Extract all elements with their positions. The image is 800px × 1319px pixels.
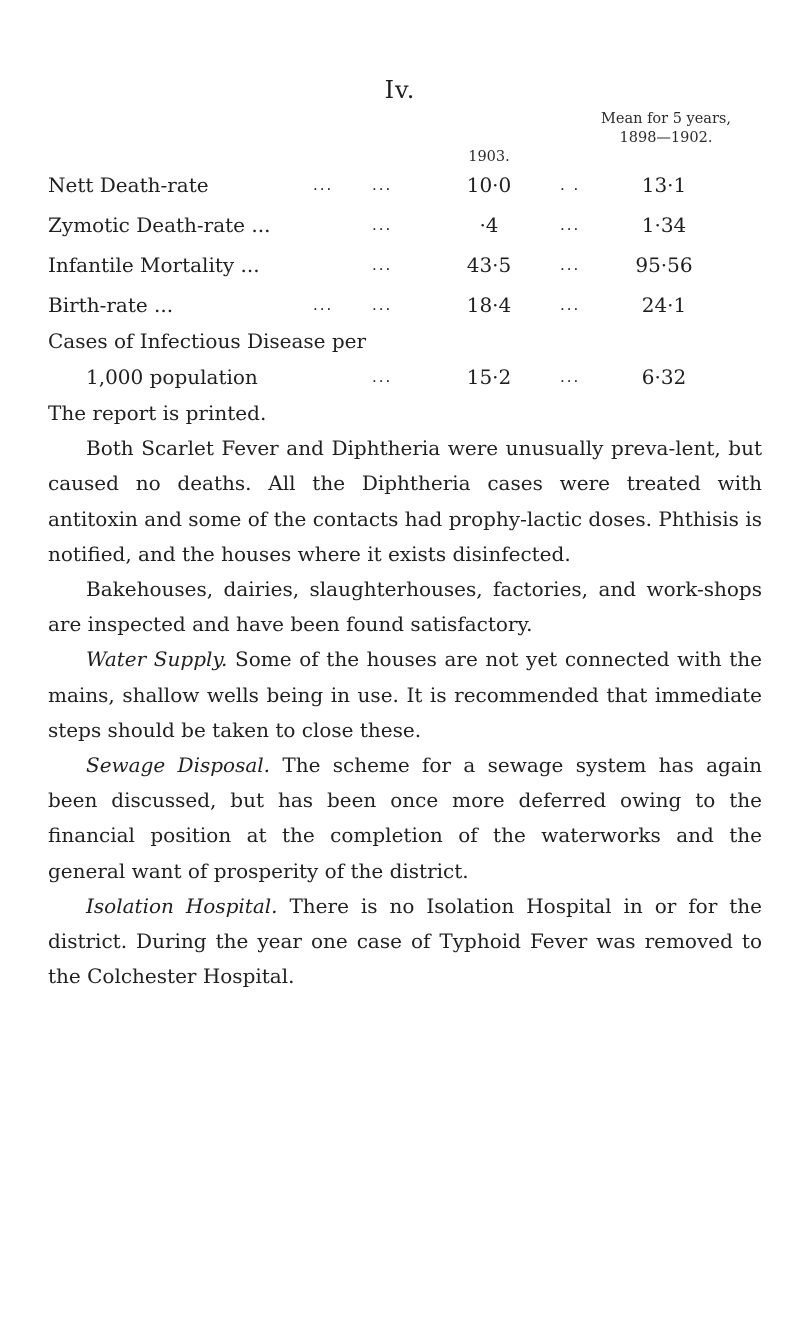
heading-water-supply: Water Supply. — [86, 647, 228, 672]
value-mean: 1·34 — [641, 213, 687, 237]
row-leader: ... — [313, 176, 334, 194]
page-number: Iv. — [384, 76, 416, 104]
table-row — [0, 326, 800, 356]
paragraph-isolation-hospital — [48, 889, 762, 995]
row-leader: ... — [560, 296, 581, 314]
paragraph-bakehouses: Bakehouses, dairies, slaughterhouses, factories, and work-shops are inspected and have been found satisfactory. — [48, 577, 762, 637]
value-1903: 10·0 — [466, 173, 512, 197]
row-leader: ... — [313, 296, 334, 314]
column-header-mean-line1: Mean for 5 years, — [601, 111, 731, 127]
text-water-supply: Some of the houses are not yet connected with the mains, shallow wells being in use. It is recommended that immediate steps should be taken to close these. — [48, 647, 762, 742]
row-leader: ... — [560, 216, 581, 234]
value-1903: 43·5 — [466, 253, 512, 277]
text-isolation-hospital: There is no Isolation Hospital in or for the district. During the year one case of Typhoid Fever was removed to the Colchester Hospital. — [48, 893, 762, 989]
value-mean: 95·56 — [635, 253, 693, 277]
row-leader: . . — [560, 176, 581, 194]
row-label: Infantile Mortality ... — [48, 253, 260, 277]
column-header-mean-line2: 1898—1902. — [619, 130, 713, 146]
row-leader: ... — [372, 368, 393, 386]
row-leader: ... — [372, 296, 393, 314]
report-body — [48, 396, 762, 994]
row-leader: ... — [372, 176, 393, 194]
table-row — [0, 170, 800, 200]
table-row — [0, 210, 800, 240]
row-label: Birth-rate ... — [48, 293, 174, 317]
table-row — [0, 362, 800, 392]
heading-isolation-hospital: Isolation Hospital. — [86, 893, 278, 918]
row-label: 1,000 population — [86, 365, 258, 389]
row-label: Zymotic Death-rate ... — [48, 213, 271, 237]
value-mean: 6·32 — [641, 365, 687, 389]
paragraph-report-printed: The report is printed. — [48, 401, 267, 425]
row-leader: ... — [372, 216, 393, 234]
row-label: Nett Death-rate — [48, 173, 209, 197]
value-mean: 24·1 — [641, 293, 687, 317]
column-header-1903: 1903. — [468, 149, 510, 165]
value-1903: ·4 — [479, 213, 499, 237]
table-row — [0, 290, 800, 320]
row-leader: ... — [560, 256, 581, 274]
value-1903: 18·4 — [466, 293, 512, 317]
value-1903: 15·2 — [466, 365, 512, 389]
row-leader: ... — [560, 368, 581, 386]
table-row — [0, 250, 800, 280]
value-mean: 13·1 — [641, 173, 687, 197]
paragraph-scarlet-fever: Both Scarlet Fever and Diphtheria were unusually preva-lent, but caused no deaths. All the Diphtheria cases were treated with antitoxin and some of the contacts had prophy-lactic doses. Phthisis is notified, and the houses where it exists disinfected. — [48, 436, 762, 566]
text-sewage-disposal: The scheme for a sewage system has again been discussed, but has been once more deferred owing to the financial position at the completion of the waterworks and the general want of prosperity of the district. — [48, 753, 762, 883]
paragraph-sewage-disposal — [48, 748, 762, 889]
heading-sewage-disposal: Sewage Disposal. — [86, 753, 271, 778]
row-leader: ... — [372, 256, 393, 274]
row-label: Cases of Infectious Disease per — [48, 329, 367, 353]
paragraph-water-supply — [48, 642, 762, 748]
